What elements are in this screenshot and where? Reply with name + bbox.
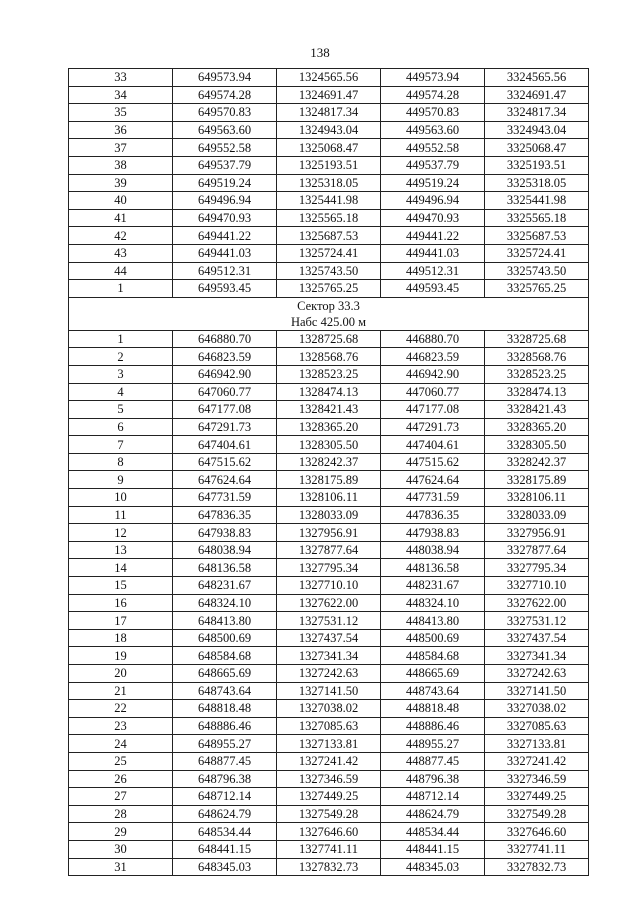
table-row: [69, 805, 589, 823]
y-coordinate-alt: 3327038.02: [485, 700, 589, 718]
y-coordinate: 1328725.68: [277, 330, 381, 348]
y-coordinate-alt: 3325193.51: [485, 156, 589, 174]
x-coordinate-alt: 449537.79: [381, 156, 485, 174]
point-number: 35: [69, 104, 173, 122]
y-coordinate-alt: 3325724.41: [485, 244, 589, 262]
table-row: [69, 104, 589, 122]
point-number: 20: [69, 665, 173, 683]
x-coordinate: 649470.93: [173, 209, 277, 227]
table-row: [69, 436, 589, 454]
x-coordinate: 649512.31: [173, 262, 277, 280]
x-coordinate-alt: 448324.10: [381, 594, 485, 612]
y-coordinate: 1328523.25: [277, 365, 381, 383]
x-coordinate-alt: 447060.77: [381, 383, 485, 401]
table-row: [69, 682, 589, 700]
y-coordinate: 1327646.60: [277, 823, 381, 841]
x-coordinate-alt: 449563.60: [381, 121, 485, 139]
x-coordinate: 648038.94: [173, 541, 277, 559]
x-coordinate-alt: 446823.59: [381, 348, 485, 366]
y-coordinate: 1325193.51: [277, 156, 381, 174]
y-coordinate: 1324943.04: [277, 121, 381, 139]
point-number: 27: [69, 788, 173, 806]
x-coordinate-alt: 447938.83: [381, 524, 485, 542]
x-coordinate-alt: 449470.93: [381, 209, 485, 227]
y-coordinate-alt: 3328365.20: [485, 418, 589, 436]
table-row: [69, 244, 589, 262]
x-coordinate: 648886.46: [173, 717, 277, 735]
x-coordinate-alt: 449552.58: [381, 139, 485, 157]
point-number: 10: [69, 489, 173, 507]
x-coordinate: 648743.64: [173, 682, 277, 700]
table-row: [69, 823, 589, 841]
table-row: [69, 647, 589, 665]
point-number: 31: [69, 858, 173, 876]
y-coordinate: 1324817.34: [277, 104, 381, 122]
y-coordinate: 1327449.25: [277, 788, 381, 806]
x-coordinate-alt: 448441.15: [381, 840, 485, 858]
x-coordinate: 649441.22: [173, 227, 277, 245]
point-number: 3: [69, 365, 173, 383]
point-number: 28: [69, 805, 173, 823]
x-coordinate-alt: 449519.24: [381, 174, 485, 192]
point-number: 4: [69, 383, 173, 401]
y-coordinate-alt: 3328106.11: [485, 489, 589, 507]
table-row: [69, 594, 589, 612]
y-coordinate: 1327241.42: [277, 752, 381, 770]
table-row: [69, 348, 589, 366]
y-coordinate: 1327531.12: [277, 612, 381, 630]
y-coordinate-alt: 3327241.42: [485, 752, 589, 770]
x-coordinate-alt: 448624.79: [381, 805, 485, 823]
y-coordinate: 1327242.63: [277, 665, 381, 683]
point-number: 5: [69, 401, 173, 419]
point-number: 7: [69, 436, 173, 454]
y-coordinate: 1327710.10: [277, 577, 381, 595]
point-number: 30: [69, 840, 173, 858]
x-coordinate-alt: 448534.44: [381, 823, 485, 841]
table-row: [69, 752, 589, 770]
y-coordinate: 1327795.34: [277, 559, 381, 577]
y-coordinate: 1325318.05: [277, 174, 381, 192]
x-coordinate-alt: 449573.94: [381, 69, 485, 87]
x-coordinate-alt: 448345.03: [381, 858, 485, 876]
table-row: [69, 262, 589, 280]
y-coordinate-alt: 3327646.60: [485, 823, 589, 841]
x-coordinate-alt: 449441.22: [381, 227, 485, 245]
y-coordinate: 1324565.56: [277, 69, 381, 87]
point-number: 40: [69, 192, 173, 210]
y-coordinate: 1328421.43: [277, 401, 381, 419]
table-row: [69, 612, 589, 630]
x-coordinate: 647731.59: [173, 489, 277, 507]
x-coordinate: 649441.03: [173, 244, 277, 262]
y-coordinate-alt: 3327341.34: [485, 647, 589, 665]
x-coordinate: 648413.80: [173, 612, 277, 630]
table-row: [69, 858, 589, 876]
y-coordinate-alt: 3328725.68: [485, 330, 589, 348]
x-coordinate-alt: 448712.14: [381, 788, 485, 806]
x-coordinate: 649496.94: [173, 192, 277, 210]
point-number: 18: [69, 629, 173, 647]
x-coordinate-alt: 446942.90: [381, 365, 485, 383]
point-number: 17: [69, 612, 173, 630]
table-row: [69, 541, 589, 559]
y-coordinate: 1328365.20: [277, 418, 381, 436]
x-coordinate: 648665.69: [173, 665, 277, 683]
sector-name-row: [69, 297, 589, 314]
table-row: [69, 506, 589, 524]
x-coordinate-alt: 448886.46: [381, 717, 485, 735]
point-number: 33: [69, 69, 173, 87]
table-row: [69, 139, 589, 157]
x-coordinate: 649537.79: [173, 156, 277, 174]
x-coordinate: 648955.27: [173, 735, 277, 753]
table-row: [69, 86, 589, 104]
x-coordinate-alt: 449512.31: [381, 262, 485, 280]
point-number: 14: [69, 559, 173, 577]
y-coordinate-alt: 3325318.05: [485, 174, 589, 192]
y-coordinate: 1327038.02: [277, 700, 381, 718]
y-coordinate-alt: 3324817.34: [485, 104, 589, 122]
x-coordinate: 647836.35: [173, 506, 277, 524]
x-coordinate: 649563.60: [173, 121, 277, 139]
y-coordinate-alt: 3328242.37: [485, 453, 589, 471]
point-number: 23: [69, 717, 173, 735]
y-coordinate-alt: 3327832.73: [485, 858, 589, 876]
point-number: 9: [69, 471, 173, 489]
x-coordinate: 648712.14: [173, 788, 277, 806]
x-coordinate: 648136.58: [173, 559, 277, 577]
y-coordinate: 1327346.59: [277, 770, 381, 788]
point-number: 38: [69, 156, 173, 174]
point-number: 42: [69, 227, 173, 245]
table-row: [69, 788, 589, 806]
table-row: [69, 418, 589, 436]
table-row: [69, 840, 589, 858]
table-row: [69, 717, 589, 735]
y-coordinate-alt: 3325687.53: [485, 227, 589, 245]
y-coordinate-alt: 3327622.00: [485, 594, 589, 612]
x-coordinate: 648877.45: [173, 752, 277, 770]
x-coordinate-alt: 448818.48: [381, 700, 485, 718]
point-number: 1: [69, 330, 173, 348]
y-coordinate: 1324691.47: [277, 86, 381, 104]
y-coordinate-alt: 3327437.54: [485, 629, 589, 647]
y-coordinate-alt: 3327242.63: [485, 665, 589, 683]
x-coordinate-alt: 449574.28: [381, 86, 485, 104]
y-coordinate-alt: 3327141.50: [485, 682, 589, 700]
point-number: 26: [69, 770, 173, 788]
y-coordinate: 1327341.34: [277, 647, 381, 665]
table-row: [69, 156, 589, 174]
sector-height-row: [69, 314, 589, 331]
y-coordinate-alt: 3327795.34: [485, 559, 589, 577]
y-coordinate-alt: 3328033.09: [485, 506, 589, 524]
x-coordinate: 649519.24: [173, 174, 277, 192]
x-coordinate: 647515.62: [173, 453, 277, 471]
x-coordinate-alt: 447291.73: [381, 418, 485, 436]
y-coordinate: 1327437.54: [277, 629, 381, 647]
x-coordinate-alt: 448796.38: [381, 770, 485, 788]
y-coordinate-alt: 3328523.25: [485, 365, 589, 383]
x-coordinate-alt: 448038.94: [381, 541, 485, 559]
coordinates-table: [68, 68, 589, 876]
table-row: [69, 770, 589, 788]
point-number: 39: [69, 174, 173, 192]
point-number: 36: [69, 121, 173, 139]
y-coordinate-alt: 3325441.98: [485, 192, 589, 210]
table-row: [69, 453, 589, 471]
x-coordinate: 648324.10: [173, 594, 277, 612]
y-coordinate: 1327085.63: [277, 717, 381, 735]
table-row: [69, 559, 589, 577]
x-coordinate-alt: 447177.08: [381, 401, 485, 419]
y-coordinate-alt: 3327710.10: [485, 577, 589, 595]
y-coordinate-alt: 3324691.47: [485, 86, 589, 104]
x-coordinate: 649573.94: [173, 69, 277, 87]
y-coordinate: 1327956.91: [277, 524, 381, 542]
point-number: 11: [69, 506, 173, 524]
point-number: 29: [69, 823, 173, 841]
x-coordinate-alt: 447836.35: [381, 506, 485, 524]
y-coordinate: 1328568.76: [277, 348, 381, 366]
x-coordinate: 647624.64: [173, 471, 277, 489]
y-coordinate-alt: 3328305.50: [485, 436, 589, 454]
y-coordinate: 1328106.11: [277, 489, 381, 507]
y-coordinate: 1327141.50: [277, 682, 381, 700]
y-coordinate: 1327832.73: [277, 858, 381, 876]
x-coordinate: 648441.15: [173, 840, 277, 858]
x-coordinate-alt: 447624.64: [381, 471, 485, 489]
x-coordinate-alt: 449593.45: [381, 280, 485, 298]
y-coordinate: 1325743.50: [277, 262, 381, 280]
point-number: 41: [69, 209, 173, 227]
y-coordinate: 1325441.98: [277, 192, 381, 210]
y-coordinate-alt: 3328568.76: [485, 348, 589, 366]
y-coordinate-alt: 3325565.18: [485, 209, 589, 227]
y-coordinate: 1328033.09: [277, 506, 381, 524]
y-coordinate: 1327549.28: [277, 805, 381, 823]
x-coordinate: 647404.61: [173, 436, 277, 454]
y-coordinate-alt: 3327877.64: [485, 541, 589, 559]
x-coordinate: 648345.03: [173, 858, 277, 876]
point-number: 34: [69, 86, 173, 104]
x-coordinate: 648818.48: [173, 700, 277, 718]
x-coordinate: 647177.08: [173, 401, 277, 419]
y-coordinate-alt: 3328474.13: [485, 383, 589, 401]
y-coordinate-alt: 3327549.28: [485, 805, 589, 823]
table-row: [69, 489, 589, 507]
sector-height: Набс 425.00 м: [69, 314, 589, 331]
x-coordinate: 647938.83: [173, 524, 277, 542]
x-coordinate-alt: 448877.45: [381, 752, 485, 770]
y-coordinate-alt: 3327346.59: [485, 770, 589, 788]
table-row: [69, 280, 589, 298]
table-row: [69, 577, 589, 595]
table-section-before: [69, 69, 589, 298]
x-coordinate: 649570.83: [173, 104, 277, 122]
point-number: 44: [69, 262, 173, 280]
y-coordinate: 1327741.11: [277, 840, 381, 858]
point-number: 12: [69, 524, 173, 542]
x-coordinate-alt: 448743.64: [381, 682, 485, 700]
x-coordinate: 649574.28: [173, 86, 277, 104]
y-coordinate: 1327133.81: [277, 735, 381, 753]
y-coordinate: 1325724.41: [277, 244, 381, 262]
point-number: 25: [69, 752, 173, 770]
x-coordinate: 648231.67: [173, 577, 277, 595]
table-row: [69, 227, 589, 245]
x-coordinate: 648624.79: [173, 805, 277, 823]
point-number: 21: [69, 682, 173, 700]
y-coordinate: 1328305.50: [277, 436, 381, 454]
point-number: 2: [69, 348, 173, 366]
table-row: [69, 174, 589, 192]
page-number: 138: [310, 45, 330, 60]
x-coordinate: 646880.70: [173, 330, 277, 348]
table-row: [69, 524, 589, 542]
x-coordinate-alt: 449496.94: [381, 192, 485, 210]
x-coordinate-alt: 449441.03: [381, 244, 485, 262]
y-coordinate: 1328175.89: [277, 471, 381, 489]
table-row: [69, 192, 589, 210]
y-coordinate-alt: 3324565.56: [485, 69, 589, 87]
y-coordinate: 1325068.47: [277, 139, 381, 157]
table-row: [69, 365, 589, 383]
y-coordinate-alt: 3325068.47: [485, 139, 589, 157]
table-row: [69, 665, 589, 683]
x-coordinate-alt: 446880.70: [381, 330, 485, 348]
table-row: [69, 121, 589, 139]
point-number: 8: [69, 453, 173, 471]
point-number: 16: [69, 594, 173, 612]
table-row: [69, 401, 589, 419]
y-coordinate-alt: 3324943.04: [485, 121, 589, 139]
x-coordinate-alt: 448955.27: [381, 735, 485, 753]
table-row: [69, 383, 589, 401]
table-row: [69, 700, 589, 718]
x-coordinate-alt: 448665.69: [381, 665, 485, 683]
x-coordinate-alt: 448584.68: [381, 647, 485, 665]
y-coordinate: 1325765.25: [277, 280, 381, 298]
point-number: 19: [69, 647, 173, 665]
y-coordinate: 1327622.00: [277, 594, 381, 612]
y-coordinate: 1328474.13: [277, 383, 381, 401]
x-coordinate: 646942.90: [173, 365, 277, 383]
x-coordinate-alt: 447515.62: [381, 453, 485, 471]
table-row: [69, 629, 589, 647]
point-number: 22: [69, 700, 173, 718]
y-coordinate-alt: 3328421.43: [485, 401, 589, 419]
point-number: 6: [69, 418, 173, 436]
y-coordinate-alt: 3325743.50: [485, 262, 589, 280]
sector-header: [69, 297, 589, 330]
x-coordinate-alt: 447404.61: [381, 436, 485, 454]
point-number: 13: [69, 541, 173, 559]
y-coordinate-alt: 3327956.91: [485, 524, 589, 542]
x-coordinate-alt: 448500.69: [381, 629, 485, 647]
y-coordinate-alt: 3327085.63: [485, 717, 589, 735]
x-coordinate: 646823.59: [173, 348, 277, 366]
x-coordinate: 647291.73: [173, 418, 277, 436]
x-coordinate: 648534.44: [173, 823, 277, 841]
point-number: 15: [69, 577, 173, 595]
point-number: 1: [69, 280, 173, 298]
x-coordinate-alt: 448413.80: [381, 612, 485, 630]
y-coordinate-alt: 3325765.25: [485, 280, 589, 298]
table-row: [69, 209, 589, 227]
y-coordinate-alt: 3327531.12: [485, 612, 589, 630]
point-number: 37: [69, 139, 173, 157]
table-section-after: [69, 330, 589, 875]
sector-name: Сектор 33.3: [69, 297, 589, 314]
table-row: [69, 471, 589, 489]
y-coordinate-alt: 3328175.89: [485, 471, 589, 489]
x-coordinate-alt: 447731.59: [381, 489, 485, 507]
x-coordinate: 648796.38: [173, 770, 277, 788]
y-coordinate-alt: 3327133.81: [485, 735, 589, 753]
y-coordinate: 1328242.37: [277, 453, 381, 471]
y-coordinate: 1325687.53: [277, 227, 381, 245]
x-coordinate: 648500.69: [173, 629, 277, 647]
x-coordinate: 647060.77: [173, 383, 277, 401]
table-row: [69, 735, 589, 753]
point-number: 24: [69, 735, 173, 753]
table-row: [69, 69, 589, 87]
x-coordinate-alt: 448136.58: [381, 559, 485, 577]
x-coordinate: 649593.45: [173, 280, 277, 298]
x-coordinate: 648584.68: [173, 647, 277, 665]
y-coordinate-alt: 3327449.25: [485, 788, 589, 806]
table-row: [69, 330, 589, 348]
y-coordinate: 1327877.64: [277, 541, 381, 559]
x-coordinate-alt: 449570.83: [381, 104, 485, 122]
y-coordinate-alt: 3327741.11: [485, 840, 589, 858]
y-coordinate: 1325565.18: [277, 209, 381, 227]
x-coordinate: 649552.58: [173, 139, 277, 157]
point-number: 43: [69, 244, 173, 262]
x-coordinate-alt: 448231.67: [381, 577, 485, 595]
